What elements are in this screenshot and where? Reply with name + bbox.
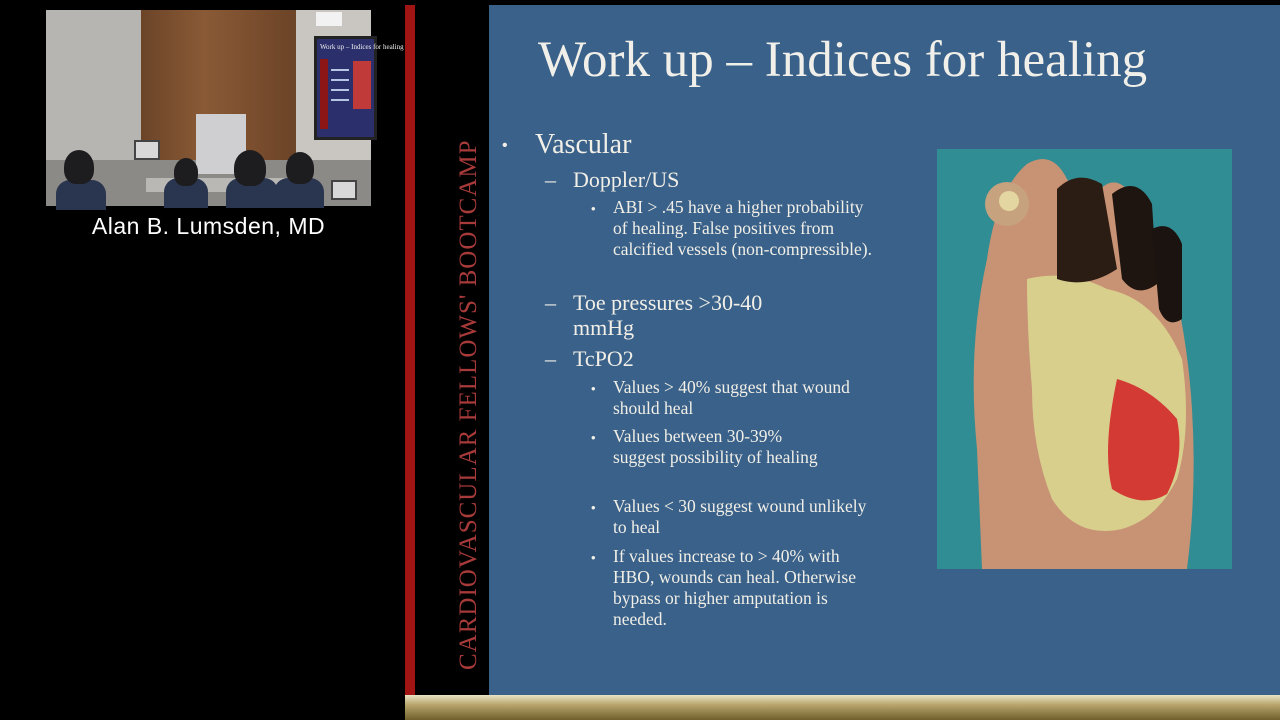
bullet-dot-icon: • [591,500,596,515]
audience-head [234,150,266,186]
projection-screen-title: Work up – Indices for healing [320,43,404,51]
slide-title: Work up – Indices for healing [538,32,1148,88]
projection-screen-bar [320,59,328,129]
projection-screen [314,36,404,140]
sidebar-vertical-text: CARDIOVASCULAR FELLOWS' BOOTCAMP [455,139,482,670]
item-toe-pressures-line1: Toe pressures >30-40 [573,290,763,315]
projection-picture [353,61,371,109]
slide-red-bar [405,5,415,695]
ceiling-camera [316,12,342,26]
projection-line [331,89,349,91]
projection-line [331,79,349,81]
bullet-dot-icon: • [591,201,596,216]
laptop [331,180,357,200]
bullet-dot-icon: • [591,430,596,445]
projection-line [331,69,349,71]
item-doppler: Doppler/US [573,167,680,192]
slide-gold-bar [405,695,1280,720]
item-toe-pressures-line2: mmHg [573,315,635,340]
item-abi: ABI > .45 have a higher probability of healing. False positives from calcified vessels (non-compressible). [613,197,873,259]
item-values-1: Values > 40% suggest that wound should heal [613,377,850,418]
foot-wound-photo [937,149,1232,569]
presenter-name: Alan B. Lumsden, MD [91,213,326,239]
bullet-dot-icon: • [502,137,508,154]
item-tcpo2: TcPO2 [573,346,634,371]
audience-head [64,150,94,184]
dash-icon: – [545,346,556,371]
dash-icon: – [545,167,556,192]
item-values-3: Values < 30 suggest wound unlikely to heal [613,496,867,537]
camera-feed [46,10,404,206]
item-values-2: Values between 30-39% suggest possibility of healing [613,426,818,467]
bullet-vascular: Vascular [535,129,632,160]
projection-line [331,99,349,101]
item-values-4: If values increase to > 40% with HBO, wounds can heal. Otherwise bypass or higher amputation is needed. [613,546,857,629]
presentation-slide [405,5,1280,720]
laptop [134,140,160,160]
bullet-dot-icon: • [591,550,596,565]
dash-icon: – [545,290,556,315]
audience-head [286,152,314,184]
bullet-dot-icon: • [591,381,596,396]
audience-head [174,158,198,186]
audience-member [56,180,106,210]
